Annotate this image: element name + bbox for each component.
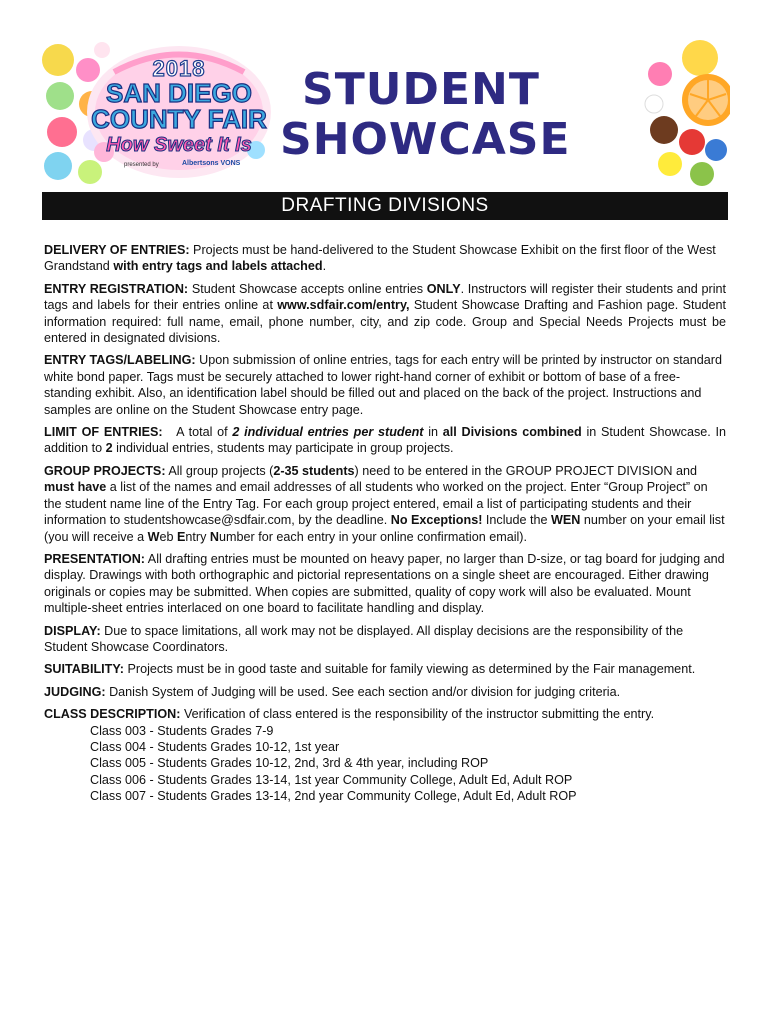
limit-bold: all Divisions combined xyxy=(442,425,582,440)
class-item: Class 005 - Students Grades 10-12, 2nd, 3rd & 4th year, including ROP xyxy=(90,756,489,771)
judging-paragraph xyxy=(44,684,726,700)
limit-paragraph xyxy=(44,424,726,457)
class-description-label: CLASS DESCRIPTION: xyxy=(44,707,181,722)
group-bold-1: 2-35 students xyxy=(273,463,355,478)
judging-label: JUDGING: xyxy=(44,684,106,699)
registration-url[interactable]: www.sdfair.com/entry, xyxy=(277,298,410,313)
logo-line2: COUNTY FAIR xyxy=(91,104,267,134)
delivery-end: . xyxy=(322,259,327,274)
title-line2: SHOWCASE xyxy=(280,114,571,165)
candy-right-decoration xyxy=(630,38,730,188)
group-bold-2: must have xyxy=(44,480,107,495)
limit-text-2: in xyxy=(423,425,443,440)
group-e: E xyxy=(177,529,186,544)
class-item: Class 007 - Students Grades 13-14, 2nd year Community College, Adult Ed, Adult ROP xyxy=(90,789,577,804)
header xyxy=(40,38,730,188)
logo-line1: SAN DIEGO xyxy=(106,78,252,108)
group-text-2: ) need to be entered in the GROUP PROJECT DIVISION and xyxy=(354,463,698,478)
group-w: W xyxy=(147,529,160,544)
page-title xyxy=(280,64,571,165)
group-n: N xyxy=(209,529,220,544)
group-paragraph xyxy=(44,463,726,545)
presentation-text: All drafting entries must be mounted on heavy paper, no larger than D-size, or tag board for judging and display. Drawings with both orthographic and pictorial representations on a single sheet are encouraged. Either drawing originals or copies may be submitted. When copies are submitted, quality of copy work will also be evaluated. Mount multiple-sheet entries interlaced on one board to facilitate handling and display. xyxy=(44,551,725,616)
class-item: Class 003 - Students Grades 7-9 xyxy=(90,723,274,738)
class-list xyxy=(90,723,726,805)
registration-paragraph xyxy=(44,281,726,347)
tags-label: ENTRY TAGS/LABELING: xyxy=(44,353,196,368)
class-item: Class 004 - Students Grades 10-12, 1st year xyxy=(90,739,340,754)
delivery-text: Projects must be hand-delivered to the Student Showcase Exhibit on the first floor of the West Grandstand xyxy=(44,243,716,274)
class-description-text: Verification of class entered is the responsibility of the instructor submitting the entry. xyxy=(180,707,655,722)
group-text-8: umber for each entry in your online confirmation email). xyxy=(219,529,528,544)
group-wen: WEN xyxy=(551,513,581,528)
registration-text-2: . Instructors will register their students and print tags and labels for their entries online at xyxy=(44,281,726,313)
presentation-paragraph xyxy=(44,551,726,617)
group-text-4: Include the xyxy=(482,513,552,528)
registration-text-3: Student Showcase Drafting and Fashion page. Student information required: full name, email, phone number, city, and zip code. Group and Special Needs Projects must be entered in designated divisions. xyxy=(44,298,726,346)
delivery-label: DELIVERY OF ENTRIES: xyxy=(44,243,190,257)
group-label: GROUP PROJECTS: xyxy=(44,463,166,478)
suitability-paragraph xyxy=(44,661,726,677)
logo-sponsor: Albertsons VONS xyxy=(182,160,241,167)
group-text-3: a list of the names and email addresses of all students who worked on the project. Enter “Group Project” on the student name line of the Entry Tag. For each group project entered, email a list of participating students and their information to studentshowcase@sdfair.com, by the deadline. xyxy=(44,480,708,528)
registration-only: ONLY xyxy=(426,281,461,296)
group-text-5: number on your email list (you will receive a xyxy=(44,513,725,544)
presentation-label: PRESENTATION: xyxy=(44,551,145,566)
county-fair-logo xyxy=(84,42,274,182)
group-text-7: ntry xyxy=(185,529,210,544)
limit-italic: 2 individual entries per student xyxy=(232,425,424,440)
limit-text-3: in Student Showcase. In addition to xyxy=(44,425,726,456)
class-item: Class 006 - Students Grades 13-14, 1st year Community College, Adult Ed, Adult ROP xyxy=(90,772,573,787)
tags-text: Upon submission of online entries, tags for each entry will be printed by instructor on standard white bond paper. Tags must be securely attached to lower right-hand corner of exhibit or bottom of base of a free-standing exhibit. Also, an identification label should be filled out and placed on the back of the project. Instructions and samples are online on the Student Showcase entry page. xyxy=(44,353,723,417)
group-text-1: All group projects ( xyxy=(165,463,274,478)
logo-year: 2018 xyxy=(152,56,206,81)
limit-two: 2 xyxy=(105,441,113,456)
suitability-label: SUITABILITY: xyxy=(44,662,124,677)
judging-text: Danish System of Judging will be used. See each section and/or division for judging criteria. xyxy=(105,684,621,699)
class-description-section xyxy=(44,706,726,804)
logo-tagline: How Sweet It Is xyxy=(106,134,252,156)
section-banner: DRAFTING DIVISIONS xyxy=(42,192,728,220)
title-line1: STUDENT xyxy=(302,64,540,115)
display-text: Due to space limitations, all work may not be displayed. All display decisions are the responsibility of the Student Showcase Coordinators. xyxy=(44,623,684,654)
limit-label: LIMIT OF ENTRIES: xyxy=(44,425,163,440)
group-text-6: eb xyxy=(159,529,177,544)
suitability-text: Projects must be in good taste and suitable for family viewing as determined by the Fair management. xyxy=(123,662,696,677)
logo-presented-by: presented by xyxy=(124,162,159,168)
limit-text-4: individual entries, students may participate in group projects. xyxy=(112,441,454,456)
registration-label: ENTRY REGISTRATION: xyxy=(44,281,189,296)
display-label: DISPLAY: xyxy=(44,623,101,638)
delivery-bold-text: with entry tags and labels attached xyxy=(113,259,323,274)
registration-text-1: Student Showcase accepts online entries xyxy=(188,281,427,296)
limit-text-1: A total of xyxy=(162,425,233,440)
delivery-paragraph xyxy=(44,242,726,275)
tags-paragraph xyxy=(44,352,726,418)
group-bold-3: No Exceptions! xyxy=(390,513,483,528)
document-body xyxy=(44,242,726,805)
display-paragraph xyxy=(44,623,726,656)
